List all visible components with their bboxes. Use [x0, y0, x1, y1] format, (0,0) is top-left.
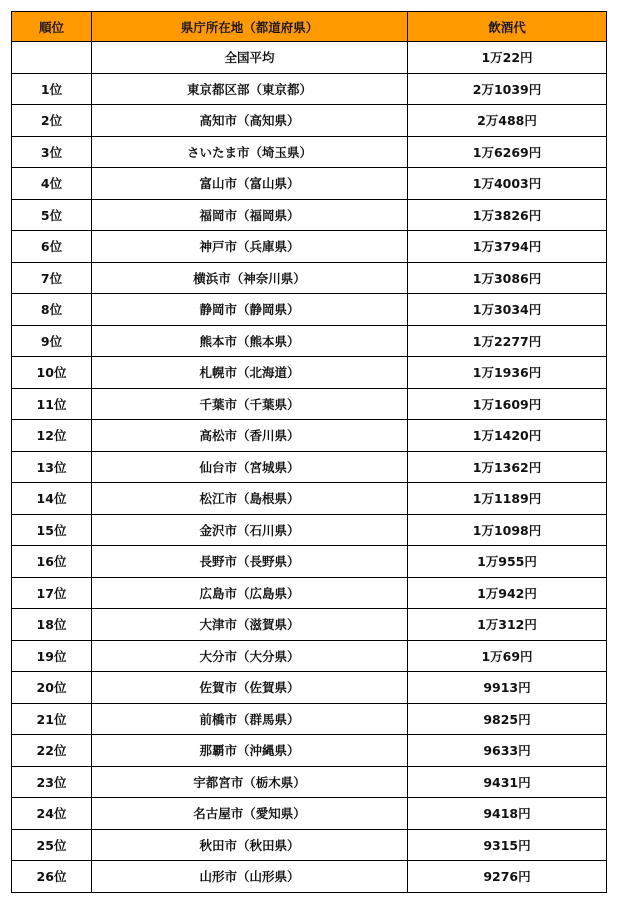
cell-amount: 9913円: [408, 672, 607, 704]
cell-rank: 7位: [12, 262, 92, 294]
table-row: [12, 546, 607, 578]
cell-rank: 6位: [12, 231, 92, 263]
table-body: [12, 42, 607, 893]
cell-city: 金沢市（石川県）: [92, 514, 408, 546]
cell-city: 広島市（広島県）: [92, 577, 408, 609]
cell-city: 那覇市（沖縄県）: [92, 735, 408, 767]
table-row: [12, 73, 607, 105]
cell-rank: 20位: [12, 672, 92, 704]
cell-rank: 2位: [12, 105, 92, 137]
cell-rank: 8位: [12, 294, 92, 326]
cell-rank: 1位: [12, 73, 92, 105]
cell-rank: 18位: [12, 609, 92, 641]
header-rank: 順位: [12, 12, 92, 42]
cell-city: 長野市（長野県）: [92, 546, 408, 578]
cell-rank: 24位: [12, 798, 92, 830]
cell-amount: 1万312円: [408, 609, 607, 641]
table-row: [12, 703, 607, 735]
cell-rank: 22位: [12, 735, 92, 767]
table-row: [12, 357, 607, 389]
table-row: [12, 640, 607, 672]
table-row: [12, 766, 607, 798]
cell-rank: 21位: [12, 703, 92, 735]
cell-amount: 2万488円: [408, 105, 607, 137]
cell-amount: 1万3086円: [408, 262, 607, 294]
header-city: 県庁所在地（都道府県）: [92, 12, 408, 42]
cell-city: 高松市（香川県）: [92, 420, 408, 452]
table-row: [12, 483, 607, 515]
table-row: [12, 294, 607, 326]
table-row: [12, 420, 607, 452]
cell-amount: 1万3034円: [408, 294, 607, 326]
cell-city: 静岡市（静岡県）: [92, 294, 408, 326]
table-row: [12, 105, 607, 137]
cell-rank: 11位: [12, 388, 92, 420]
cell-amount: 1万1362円: [408, 451, 607, 483]
header-amount: 飲酒代: [408, 12, 607, 42]
cell-amount: 1万942円: [408, 577, 607, 609]
cell-amount: 9315円: [408, 829, 607, 861]
table-row: [12, 168, 607, 200]
cell-rank: 23位: [12, 766, 92, 798]
cell-amount: 1万6269円: [408, 136, 607, 168]
table-row: [12, 451, 607, 483]
cell-amount: 1万3794円: [408, 231, 607, 263]
cell-rank: 9位: [12, 325, 92, 357]
table-row: [12, 609, 607, 641]
cell-city: 仙台市（宮城県）: [92, 451, 408, 483]
cell-city: さいたま市（埼玉県）: [92, 136, 408, 168]
table-row: [12, 388, 607, 420]
cell-rank: 3位: [12, 136, 92, 168]
cell-city: 山形市（山形県）: [92, 861, 408, 893]
cell-rank: 5位: [12, 199, 92, 231]
cell-amount: 1万1420円: [408, 420, 607, 452]
table-row: [12, 325, 607, 357]
cell-city: 名古屋市（愛知県）: [92, 798, 408, 830]
cell-amount: 9276円: [408, 861, 607, 893]
cell-rank: 12位: [12, 420, 92, 452]
cell-amount: 1万2277円: [408, 325, 607, 357]
cell-amount: 2万1039円: [408, 73, 607, 105]
cell-city: 全国平均: [92, 42, 408, 74]
cell-city: 千葉市（千葉県）: [92, 388, 408, 420]
cell-city: 秋田市（秋田県）: [92, 829, 408, 861]
cell-amount: 9633円: [408, 735, 607, 767]
table-row: [12, 577, 607, 609]
header-row: [12, 12, 607, 42]
cell-rank: 17位: [12, 577, 92, 609]
cell-city: 前橋市（群馬県）: [92, 703, 408, 735]
cell-city: 熊本市（熊本県）: [92, 325, 408, 357]
cell-amount: 1万69円: [408, 640, 607, 672]
table-row: [12, 199, 607, 231]
table-row: [12, 798, 607, 830]
cell-city: 佐賀市（佐賀県）: [92, 672, 408, 704]
cell-rank: 14位: [12, 483, 92, 515]
cell-rank: 16位: [12, 546, 92, 578]
cell-rank: 19位: [12, 640, 92, 672]
table-row: [12, 514, 607, 546]
cell-amount: 9431円: [408, 766, 607, 798]
cell-city: 富山市（富山県）: [92, 168, 408, 200]
table-row: [12, 672, 607, 704]
cell-city: 札幌市（北海道）: [92, 357, 408, 389]
table-row: [12, 735, 607, 767]
cell-rank: 13位: [12, 451, 92, 483]
table-row: [12, 231, 607, 263]
cell-amount: 1万1936円: [408, 357, 607, 389]
cell-rank: 26位: [12, 861, 92, 893]
table-row: [12, 136, 607, 168]
cell-city: 松江市（島根県）: [92, 483, 408, 515]
cell-amount: 1万955円: [408, 546, 607, 578]
cell-city: 神戸市（兵庫県）: [92, 231, 408, 263]
cell-city: 大津市（滋賀県）: [92, 609, 408, 641]
cell-amount: 1万1098円: [408, 514, 607, 546]
cell-amount: 1万1189円: [408, 483, 607, 515]
cell-amount: 9418円: [408, 798, 607, 830]
table-row: [12, 262, 607, 294]
ranking-table: [11, 11, 607, 893]
cell-city: 福岡市（福岡県）: [92, 199, 408, 231]
cell-city: 東京都区部（東京都）: [92, 73, 408, 105]
cell-amount: 1万3826円: [408, 199, 607, 231]
table-row: [12, 861, 607, 893]
cell-rank: 10位: [12, 357, 92, 389]
cell-city: 大分市（大分県）: [92, 640, 408, 672]
cell-rank: 25位: [12, 829, 92, 861]
cell-city: 高知市（高知県）: [92, 105, 408, 137]
cell-rank: [12, 42, 92, 74]
table-row: [12, 42, 607, 74]
cell-amount: 9825円: [408, 703, 607, 735]
cell-city: 横浜市（神奈川県）: [92, 262, 408, 294]
table-row: [12, 829, 607, 861]
cell-city: 宇都宮市（栃木県）: [92, 766, 408, 798]
cell-amount: 1万22円: [408, 42, 607, 74]
cell-rank: 4位: [12, 168, 92, 200]
cell-amount: 1万1609円: [408, 388, 607, 420]
cell-amount: 1万4003円: [408, 168, 607, 200]
cell-rank: 15位: [12, 514, 92, 546]
